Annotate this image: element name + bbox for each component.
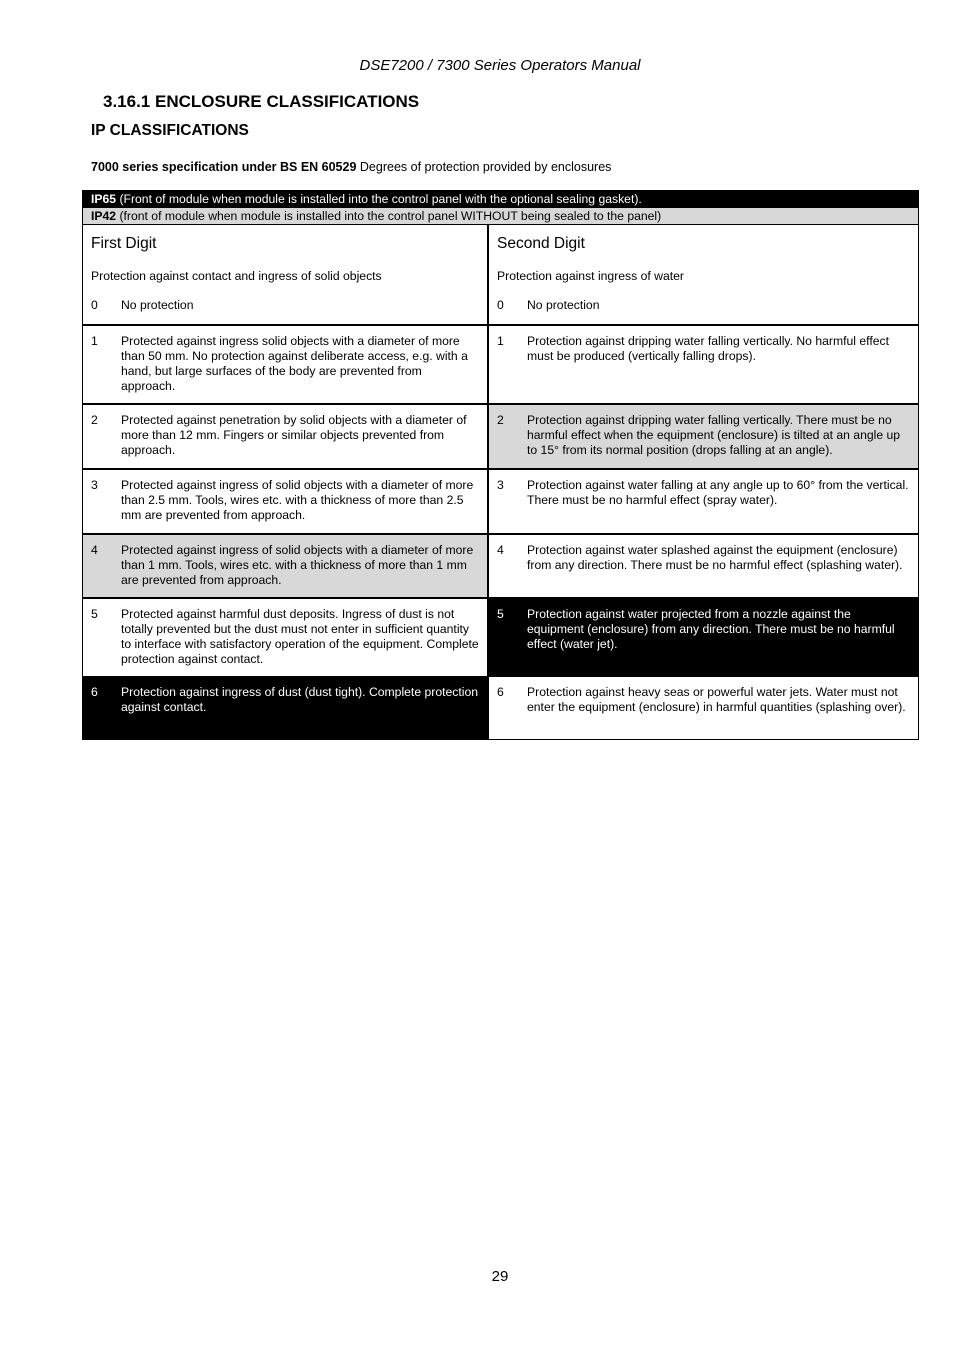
- ip65-code: IP65: [91, 192, 117, 206]
- second-digit-cell: [489, 677, 918, 739]
- cell-text: Protection against water falling at any angle up to 60° from the vertical. There must be no harmful effect (spray water).: [527, 478, 909, 507]
- section-title: 3.16.1 ENCLOSURE CLASSIFICATIONS: [103, 92, 420, 111]
- cell-text: Protection against dripping water falling vertically. There must be no harmful effect when the equipment (enclosure) is tilted at an angle up to 15° from its normal position (drops falling at an angle).: [527, 413, 901, 457]
- cell-text: Protection against ingress of dust (dust tight). Complete protection against contact.: [121, 685, 479, 714]
- first-digit-zero-row: [91, 298, 479, 312]
- cell-text: Protection against dripping water falling vertically. No harmful effect must be produced (vertically falling drops).: [527, 334, 889, 363]
- second-digit-cell: [489, 599, 918, 676]
- cell-number: 4: [91, 543, 98, 557]
- first-digit-cell: [83, 470, 489, 533]
- cell-text: Protection against water projected from a nozzle against the equipment (enclosure) from any direction. There must be no harmful effect (water jet).: [527, 607, 895, 651]
- first-digit-zero-text: No protection: [121, 298, 194, 312]
- first-digit-cell: [83, 326, 489, 403]
- cell-number: 2: [497, 413, 504, 427]
- second-digit-cell: [489, 405, 918, 468]
- cell-number: 2: [91, 413, 98, 427]
- ip-classification-table: [82, 190, 919, 740]
- second-digit-title: Second Digit: [497, 235, 585, 252]
- first-digit-cell: [83, 405, 489, 468]
- specification-description: Degrees of protection provided by enclosures: [356, 160, 612, 174]
- cell-text: Protected against harmful dust deposits. Ingress of dust is not totally prevented but the dust must not enter in sufficient quantity to interface with satisfactory operation of the equipment. Complete protection against contact.: [121, 607, 479, 666]
- specification-standard: 7000 series specification under BS EN 60529: [91, 160, 357, 174]
- cell-number: 4: [497, 543, 504, 557]
- specification-line: [91, 160, 611, 174]
- table-row: [83, 468, 918, 533]
- cell-text: Protected against ingress solid objects with a diameter of more than 50 mm. No protection against deliberate access, e.g. with a hand, but large surfaces of the body are prevented from approach.: [121, 334, 468, 393]
- cell-text: Protected against penetration by solid objects with a diameter of more than 12 mm. Fingers or similar objects prevented from approach.: [121, 413, 467, 457]
- cell-number: 1: [91, 334, 98, 348]
- table-row: [83, 597, 918, 676]
- running-header: DSE7200 / 7300 Series Operators Manual: [359, 57, 641, 74]
- ip65-description: (Front of module when module is installed into the control panel with the optional sealing gasket).: [116, 192, 642, 206]
- table-row: [83, 403, 918, 468]
- cell-number: 5: [91, 607, 98, 621]
- subsection-title: IP CLASSIFICATIONS: [91, 122, 249, 139]
- table-row: [83, 533, 918, 597]
- cell-number: 3: [497, 478, 504, 492]
- second-digit-cell: [489, 470, 918, 533]
- second-digit-cell: [489, 535, 918, 597]
- cell-number: 1: [497, 334, 504, 348]
- cell-text: Protection against heavy seas or powerful water jets. Water must not enter the equipment (enclosure) in harmful quantities (splashing over).: [527, 685, 906, 714]
- first-digit-zero-number: 0: [91, 298, 98, 312]
- table-row: [83, 324, 918, 403]
- first-digit-cell: [83, 535, 489, 597]
- cell-number: 3: [91, 478, 98, 492]
- second-digit-zero-number: 0: [497, 298, 504, 312]
- ip42-row: [83, 207, 918, 224]
- second-digit-description: Protection against ingress of water: [497, 269, 684, 283]
- first-digit-cell: [83, 599, 489, 676]
- second-digit-cell: [489, 326, 918, 403]
- digit-header-row: [83, 224, 918, 324]
- table-row: [83, 676, 918, 739]
- cell-text: Protected against ingress of solid objects with a diameter of more than 1 mm. Tools, wires etc. with a thickness of more than 1 mm are prevented from approach.: [121, 543, 474, 587]
- second-digit-zero-row: [497, 298, 910, 312]
- page-number: 29: [491, 1268, 509, 1285]
- second-digit-header: [489, 225, 918, 324]
- second-digit-zero-text: No protection: [527, 298, 600, 312]
- ip65-row: [83, 191, 918, 207]
- first-digit-title: First Digit: [91, 235, 157, 252]
- ip42-code: IP42: [91, 209, 117, 223]
- ip42-description: (front of module when module is installed into the control panel WITHOUT being sealed to the panel): [116, 209, 662, 223]
- cell-text: Protected against ingress of solid objects with a diameter of more than 2.5 mm. Tools, wires etc. with a thickness of more than 2.5 mm are prevented from approach.: [121, 478, 474, 522]
- cell-number: 6: [91, 685, 98, 699]
- cell-number: 5: [497, 607, 504, 621]
- first-digit-cell: [83, 677, 489, 739]
- first-digit-description: Protection against contact and ingress of solid objects: [91, 269, 382, 283]
- first-digit-header: [83, 225, 489, 324]
- cell-text: Protection against water splashed against the equipment (enclosure) from any direction. There must be no harmful effect (splashing water).: [527, 543, 903, 572]
- cell-number: 6: [497, 685, 504, 699]
